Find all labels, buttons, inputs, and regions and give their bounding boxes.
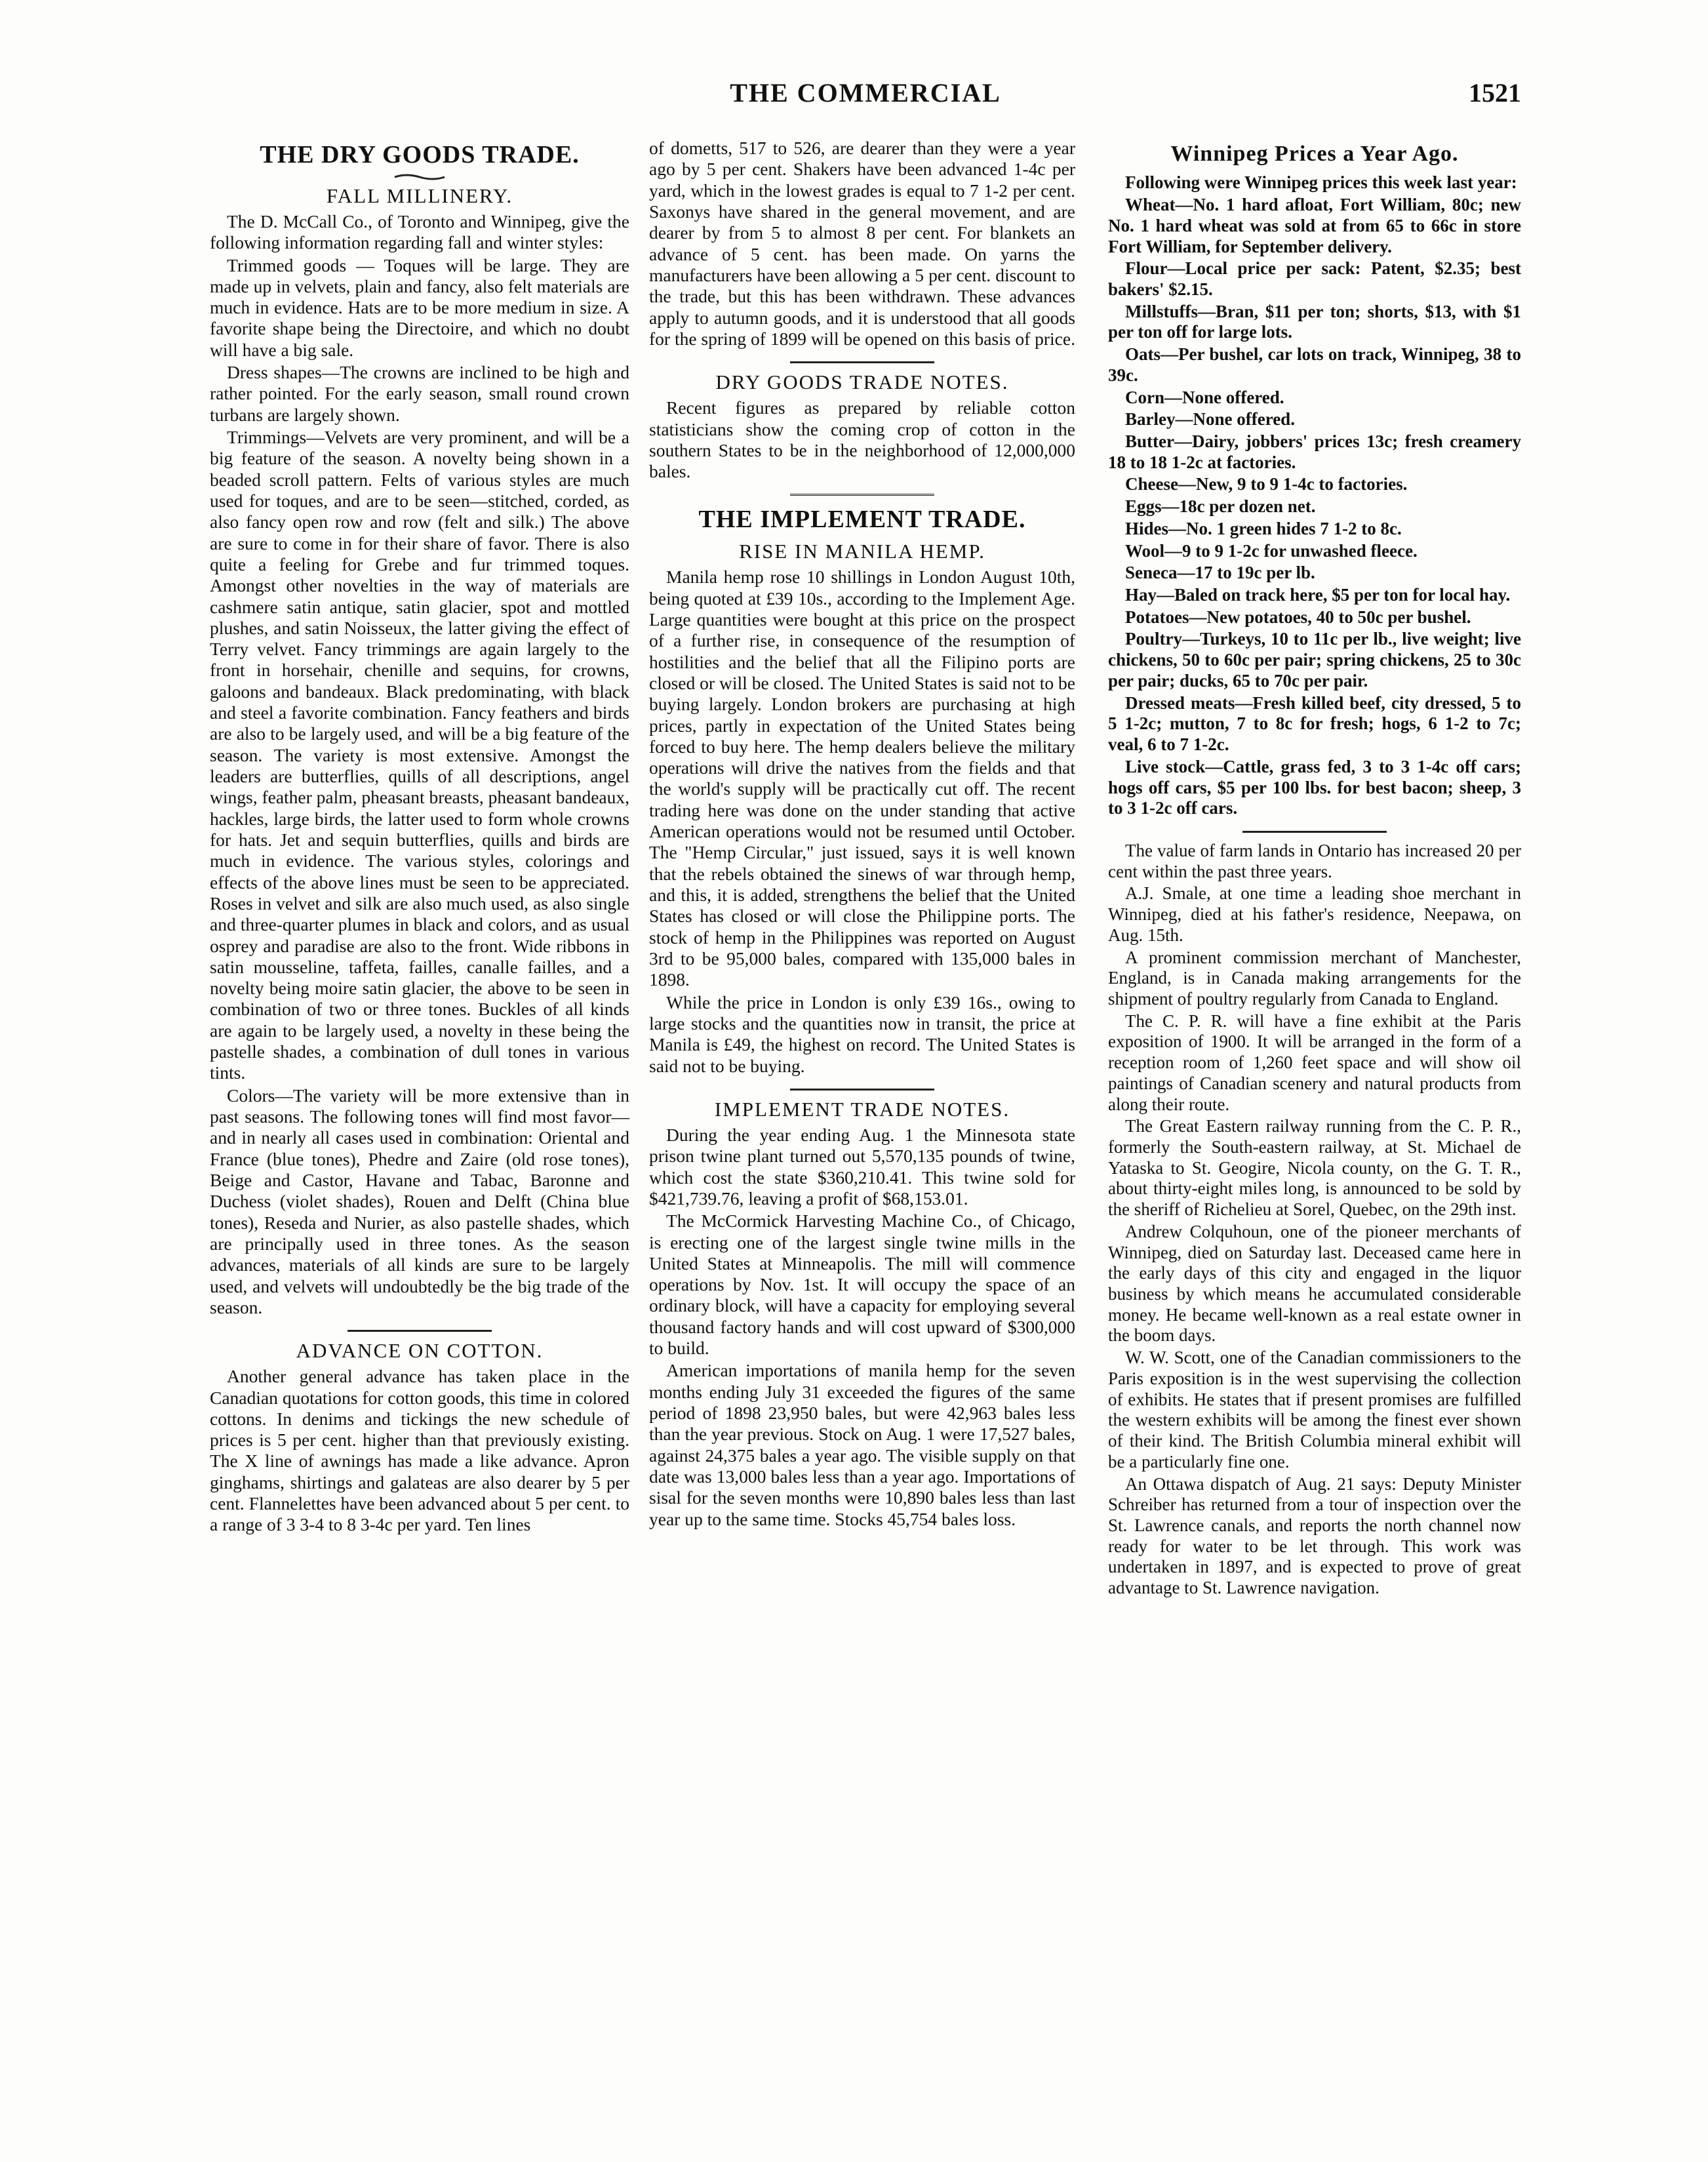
news-item: Andrew Colquhoun, one of the pioneer merchants of Winnipeg, died on Saturday last. Deceased came here in the early days of this city and engaged in the liquor business by which means he accumulated considerable money. He became well-known as a real estate owner in the boom days. [1108, 1221, 1521, 1346]
price-item: Eggs—18c per dozen net. [1125, 496, 1316, 517]
section-divider [790, 1089, 934, 1091]
section-heading-implement-trade: THE IMPLEMENT TRADE. [698, 506, 1026, 534]
price-item: Live stock—Cattle, grass fed, 3 to 3 1-4c off cars; hogs off cars, $5 per 100 lbs. for best bacon; sheep, 3 to 3 1-2c off cars. [1108, 756, 1521, 818]
price-item: Seneca—17 to 19c per lb. [1125, 563, 1315, 583]
price-item: Barley—None offered. [1125, 409, 1295, 430]
subheading-implement-trade-notes: IMPLEMENT TRADE NOTES. [714, 1097, 1010, 1121]
article-paragraph: American importations of manila hemp for the seven months ending July 31 exceeded the figures of the same period of 1898 23,950 bales, but were 42,963 bales less than the year previous. Stock on Aug. 1 were 17,527 bales, against 24,375 bales a year ago. The visible supply on that date was 13,000 bales less than a year ago. Importations of sisal for the seven months were 10,890 bales less than last year up to the same time. Stocks 45,754 bales loss. [649, 1360, 1075, 1529]
flourish-ornament-icon [393, 173, 446, 181]
section-divider [1242, 831, 1387, 833]
paper-title: THE COMMERCIAL [730, 78, 1001, 108]
news-item: W. W. Scott, one of the Canadian commissioners to the Paris exposition is in the west supervising the collection of exhibits. He states that if present promises are fulfilled the western exhibits will be among the finest ever shown of their kind. The British Columbia mineral exhibit will be a particularly fine one. [1108, 1348, 1521, 1471]
masthead [210, 72, 1521, 118]
article-paragraph: Dress shapes—The crowns are inclined to be high and rather pointed. For the early season, small round crown turbans are largely shown. [210, 362, 629, 425]
article-paragraph: Colors—The variety will be more extensive than in past seasons. The following tones will find most favor—and in nearly all cases used in combination: Oriental and France (blue tones), Phedre and Zaire (old rose tones), Beige and Castor, Havane and Tabac, Baronne and Duchess (violet shades), Rouen and Delft (China blue tones), Reseda and Nurier, as also pastelle shades, which are principally used in three tones. As the season advances, materials of all kinds are sure to be largely used, and velvets will undoubtedly be the big trade of the season. [210, 1085, 629, 1317]
news-item: The Great Eastern railway running from the C. P. R., formerly the South-eastern railway, at St. Michael de Yataska to St. Geogire, Nicola county, on the G. T. R., about thirty-eight miles long, is announced to be sold by the sheriff of Richelieu at Sorel, Quebec, on the 29th inst. [1108, 1116, 1521, 1220]
column-1 [210, 138, 629, 1537]
price-list [1108, 195, 1521, 819]
price-item: Dressed meats—Fresh killed beef, city dressed, 5 to 5 1-2c; mutton, 7 to 8c for fresh; hogs, 6 1-2 to 7c; veal, 6 to 7 1-2c. [1108, 692, 1521, 755]
price-item: Oats—Per bushel, car lots on track, Winnipeg, 38 to 39c. [1108, 344, 1521, 385]
subheading-dry-goods-trade-notes: DRY GOODS TRADE NOTES. [715, 370, 1009, 394]
price-item: Hay—Baled on track here, $5 per ton for local hay. [1125, 585, 1511, 605]
article-paragraph: of dometts, 517 to 526, are dearer than they were a year ago by 5 per cent. Shakers have been advanced 1-4c per yard, which in the lowest grades is equal to 7 1-2 per cent. Saxonys have shared in the general movement, and are dearer by from 5 to almost 8 per cent. For blankets an advance of 5 cent. has been made. On yarns the manufacturers have been allowing a 5 per cent. discount to the trade, but this has been withdrawn. These advances apply to autumn goods, and it is understood that all goods for the spring of 1899 will be opened on this basis of price. [649, 138, 1075, 349]
article-paragraph: While the price in London is only £39 16s., owing to large stocks and the quantities now in transit, the price at Manila is £49, the highest on record. The United States is said not to be buying. [649, 991, 1075, 1076]
price-item: Corn—None offered. [1125, 387, 1284, 407]
article-paragraph: Trimmings—Velvets are very prominent, and will be a big feature of the season. A novelty being shown in a beaded scroll pattern. Felts of various styles are much used for toques, and are to be seen—stitched, corded, as also fancy open row and row (felt and silk.) The above are sure to come in for their share of favor. There is also quite a feeling for Grebe and fur trimmed toques. Amongst other novelties in the way of materials are cashmere satin antique, satin glacier, spot and mottled plushes, and satin Noisseux, the latter giving the effect of Terry velvet. Fancy trimmings are again largely to the front in horsehair, chenille and sequins, for crowns, galoons and bandeaux. Black predominating, with black and steel a favorite combination. Fancy feathers and birds are also to be largely used, and will be a big feature of the season. The variety is most extensive. Amongst the leaders are butterflies, quills of all descriptions, angel wings, feather palm, pheasant breasts, pheasant bandeaux, hackles, large birds, the latter used to form whole crowns for hats. Jet and sequin butterflies, quills and birds are much in evidence. The various styles, colorings and effects of the above lines must be seen to be appreciated. Roses in velvet and silk are also much used, as also single and three-quarter plumes in black and colors, and as usual osprey and paradise are also to the front. Wide ribbons in satin mousseline, taffeta, failles, canalle failles, and a novelty being moire satin glacier, the above to be seen in combination of two or three tones. Buckles of all kinds are again to be largely used, a novelty in these being the pastelle shades, a combination of dull tones in various tints. [210, 427, 629, 1083]
news-item: An Ottawa dispatch of Aug. 21 says: Deputy Minister Schreiber has returned from a tour of inspection over the St. Lawrence canals, and reports the north channel now ready for water to be let through. This work was undertaken in 1897, and is expected to prove of great advantage to St. Lawrence navigation. [1108, 1473, 1521, 1598]
price-item: Millstuffs—Bran, $11 per ton; shorts, $13, with $1 per ton off for large lots. [1108, 301, 1521, 342]
price-list-intro: Following were Winnipeg prices this week last year: [1125, 172, 1517, 193]
price-item: Poultry—Turkeys, 10 to 11c per lb., live weight; live chickens, 50 to 60c per pair; spring chickens, 25 to 30c per pair; ducks, 65 to 70c per pair. [1108, 629, 1521, 691]
price-item: Butter—Dairy, jobbers' prices 13c; fresh creamery 18 to 18 1-2c at factories. [1108, 431, 1521, 472]
price-item: Wheat—No. 1 hard afloat, Fort William, 80c; new No. 1 hard wheat was sold at from 65 to 66c in store Fort William, for September delivery. [1108, 195, 1521, 256]
article-paragraph: Recent figures as prepared by reliable cotton statisticians show the coming crop of cotton in the southern States to be in the neighborhood of 12,000,000 bales. [649, 397, 1075, 482]
section-heading-winnipeg-prices: Winnipeg Prices a Year Ago. [1170, 142, 1459, 166]
article-paragraph: Trimmed goods — Toques will be large. They are made up in velvets, plain and fancy, also felt materials are much in evidence. Hats are to be more medium in size. A favorite shape being the Directoire, and which no doubt will have a big sale. [210, 254, 629, 360]
section-divider [348, 1330, 492, 1332]
price-item: Potatoes—New potatoes, 40 to 50c per bushel. [1125, 607, 1471, 627]
price-item: Wool—9 to 9 1-2c for unwashed fleece. [1125, 540, 1418, 561]
article-paragraph: During the year ending Aug. 1 the Minnesota state prison twine plant turned out 5,570,135 pounds of twine, which cost the state $360,210.41. This twine sold for $421,739.76, leaving a profit of $68,153.01. [649, 1124, 1075, 1209]
section-divider [790, 361, 934, 363]
page-number: 1521 [1469, 78, 1521, 108]
subheading-advance-on-cotton: ADVANCE ON COTTON. [296, 1339, 544, 1363]
price-item: Flour—Local price per sack: Patent, $2.35; best bakers' $2.15. [1108, 258, 1521, 299]
price-item: Hides—No. 1 green hides 7 1-2 to 8c. [1125, 518, 1402, 538]
subheading-fall-millinery: FALL MILLINERY. [326, 184, 513, 207]
news-item: The C. P. R. will have a fine exhibit at the Paris exposition of 1900. It will be arranged in the form of a reception room of 1,260 feet space and will show oil paintings of Canadian scenery and natural products from along their route. [1108, 1011, 1521, 1114]
news-item: A.J. Smale, at one time a leading shoe merchant in Winnipeg, died at his father's residence, Neepawa, on Aug. 15th. [1108, 883, 1521, 945]
news-item: The value of farm lands in Ontario has increased 20 per cent within the past three years. [1108, 840, 1521, 881]
article-paragraph: Manila hemp rose 10 shillings in London August 10th, being quoted at £39 10s., according to the Implement Age. Large quantities were bought at this price on the prospect of a further rise, in consequence of the resumption of hostilities and the belief that all the Filipino ports are closed or will be closed. The United States is said not to be buying largely. London brokers are purchasing at high prices, partly in expectation of the United States being forced to buy here. The hemp dealers believe the military operations will drive the natives from the fields and that the world's supply will be practically cut off. The recent trading here was done on the under standing that active American operations would not be resumed until October. The "Hemp Circular," just issued, says it is well known that the rebels obtained the sinews of war through hemp, and this, it is added, strengthens the belief that the United States has closed or will close the Philippine ports. The stock of hemp in the Philippines was reported on August 3rd to be 95,000 bales, compared with 135,000 bales in 1898. [649, 567, 1075, 990]
article-paragraph: Another general advance has taken place in the Canadian quotations for cotton goods, this time in colored cottons. In denims and tickings the new schedule of prices is 5 per cent. higher than that previously existing. The X line of awnings has made a like advance. Apron ginghams, shirtings and galateas are also dearer by 5 per cent. Flannelettes have been advanced about 5 per cent. to a range of 3 3-4 to 8 3-4c per yard. Ten lines [210, 1366, 629, 1535]
column-3 [1108, 138, 1521, 1600]
section-divider [790, 494, 934, 498]
column-2 [649, 138, 1075, 1531]
price-item: Cheese—New, 9 to 9 1-4c to factories. [1125, 474, 1408, 494]
article-paragraph: The McCormick Harvesting Machine Co., of Chicago, is erecting one of the largest single twine mills in the United States at Minneapolis. The mill will commence operations by Nov. 1st. It will occupy the space of an ordinary block, will have a capacity for employing several thousand factory hands and will cost upward of $300,000 to build. [649, 1211, 1075, 1359]
subheading-rise-in-manila-hemp: RISE IN MANILA HEMP. [739, 540, 985, 563]
section-heading-dry-goods: THE DRY GOODS TRADE. [260, 141, 580, 169]
news-item: A prominent commission merchant of Manchester, England, is in Canada making arrangements for the shipment of poultry regularly from Canada to England. [1108, 947, 1521, 1009]
article-paragraph: The D. McCall Co., of Toronto and Winnipeg, give the following information regarding fall and winter styles: [210, 210, 629, 253]
